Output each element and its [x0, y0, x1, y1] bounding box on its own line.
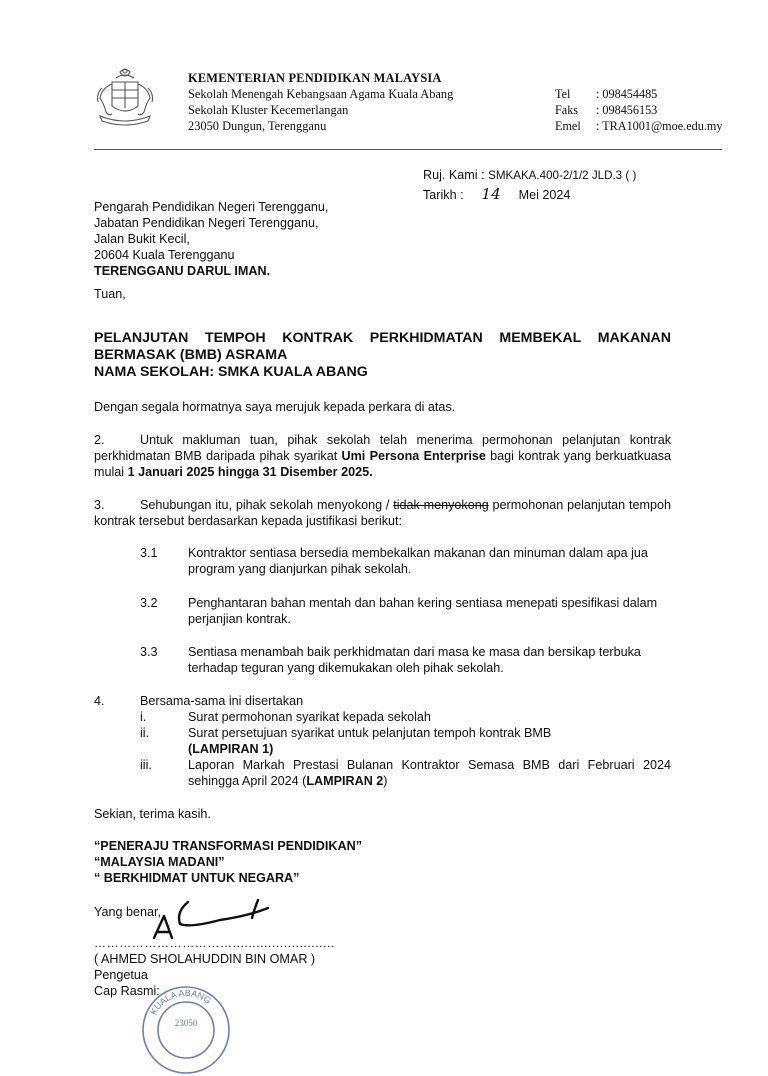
item-text: Laporan Markah Prestasi Bulanan Kontraktor Semasa BMB dari Februari 2024 sehingga April 2024 ( [188, 758, 671, 788]
subject-line-2: BERMASAK (BMB) ASRAMA [94, 347, 288, 363]
paragraph-2 [94, 432, 671, 480]
item-text-wrap [188, 757, 671, 789]
tarikh-month-year: Mei 2024 [518, 188, 571, 202]
item-number: iii. [140, 758, 152, 772]
attachment-item [140, 709, 671, 725]
header-divider [94, 149, 722, 150]
motto-line: “PENERAJU TRANSFORMASI PENDIDIKAN” [94, 839, 362, 853]
subject-line-3: NAMA SEKOLAH: SMKA KUALA ABANG [94, 364, 368, 380]
recipient-line: Jalan Bukit Kecil, [94, 232, 190, 246]
item-text: Surat permohonan syarikat kepada sekolah [188, 710, 431, 724]
paragraph-text: Untuk makluman tuan, pihak sekolah telah menerima permohonan pelanjutan kontrak perkhidmatan BMB daripada pihak syarikat [94, 433, 671, 463]
ruj-value: SMKAKA.400-2/1/2 JLD.3 ( ) [488, 169, 637, 182]
item-number: ii. [140, 726, 150, 740]
yang-benar: Yang benar, [94, 905, 161, 919]
school-address: 23050 Dungun, Terengganu [188, 119, 327, 133]
item-number: 3.1 [140, 546, 158, 560]
justification-item [140, 545, 671, 577]
item-text: Sentiasa menambah baik perkhidmatan dari masa ke masa dan bersikap terbuka terhadap teguran yang dikemukakan oleh pihak sekolah. [188, 645, 641, 675]
reference-block [423, 166, 636, 204]
item-text: Kontraktor sentiasa bersedia membekalkan makanan dan minuman dalam apa jua program yang dianjurkan pihak sekolah. [188, 546, 648, 576]
paragraph-number: 2. [94, 433, 105, 447]
paragraph-text: permohonan pelanjutan tempoh kontrak tersebut berdasarkan kepada justifikasi berikut: [94, 498, 672, 528]
letterhead-block [188, 70, 453, 134]
item-text-tail: ) [383, 774, 388, 788]
paragraph-1: Dengan segala hormatnya saya merujuk kepada perkara di atas. [94, 400, 456, 414]
motto-block [94, 838, 362, 886]
letter-subject [94, 330, 671, 381]
paragraph-3 [94, 497, 671, 529]
paragraph-4 [94, 693, 303, 709]
contact-label: Emel [555, 119, 581, 133]
contact-label: Tel [555, 87, 571, 101]
justification-item [140, 644, 671, 676]
contact-value: : 098454485 [596, 87, 658, 101]
paragraph-text: bagi kontrak yang berkuatkuasa mulai [94, 449, 672, 479]
ruj-label: Ruj. Kami : [423, 168, 485, 182]
school-cluster: Sekolah Kluster Kecemerlangan [188, 103, 349, 117]
recipient-line: 20604 Kuala Terengganu [94, 248, 235, 262]
contact-value[interactable]: : TRA1001@moe.edu.my [596, 119, 723, 133]
recipient-line: Pengarah Pendidikan Negeri Terengganu, [94, 200, 329, 214]
paragraph-text: Bersama-sama ini disertakan [140, 694, 304, 708]
struck-option: tidak menyokong [393, 498, 489, 512]
official-stamp-label: Cap Rasmi: [94, 984, 160, 998]
contact-value: : 098456153 [596, 103, 658, 117]
justification-item [140, 595, 671, 627]
paragraph-number: 3. [94, 498, 105, 512]
stamp-code: 23050 [174, 1018, 198, 1028]
salutation: Tuan, [94, 287, 126, 301]
company-name: Umi Persona Enterprise [341, 449, 486, 463]
attachment-item [140, 757, 671, 789]
signatory-title: Pengetua [94, 968, 148, 982]
paragraph-text: Sehubungan itu, pihak sekolah menyokong / [140, 498, 394, 512]
item-number: 3.3 [140, 645, 158, 659]
recipient-state: TERENGGANU DARUL IMAN. [94, 264, 271, 278]
tarikh-label: Tarikh : [423, 188, 464, 202]
malaysia-coat-of-arms-icon [92, 66, 158, 132]
contact-block [555, 86, 722, 134]
contract-period: 1 Januari 2025 hingga 31 Disember 2025. [127, 465, 373, 479]
subject-line-1: PELANJUTAN TEMPOH KONTRAK PERKHIDMATAN MEMBEKAL MAKANAN [94, 330, 671, 346]
item-text: Surat persetujuan syarikat untuk pelanjutan tempoh kontrak BMB [188, 726, 552, 740]
item-number: i. [140, 710, 147, 724]
ministry-name: KEMENTERIAN PENDIDIKAN MALAYSIA [188, 71, 442, 85]
date-line [423, 185, 636, 204]
signatory-name: ( AHMED SHOLAHUDDIN BIN OMAR ) [94, 952, 316, 966]
item-text: Penghantaran bahan mentah dan bahan kering sentiasa menepati spesifikasi dalam perjanjian kontrak. [188, 596, 658, 626]
paragraph-number: 4. [94, 694, 105, 708]
reference-line [423, 166, 636, 185]
lampiran-label: (LAMPIRAN 1) [188, 742, 274, 756]
signature-line: …………………………….......................... [94, 936, 335, 950]
lampiran-label: LAMPIRAN 2 [306, 774, 384, 788]
recipient-address [94, 199, 328, 279]
item-number: 3.2 [140, 596, 158, 610]
contact-fax [555, 102, 722, 118]
contact-tel [555, 86, 722, 102]
motto-line: “ BERKHIDMAT UNTUK NEGARA” [94, 871, 300, 885]
stamp-arc-text: KUALA ABANG [148, 987, 213, 1017]
attachment-item [140, 725, 671, 757]
closing-line: Sekian, terima kasih. [94, 807, 211, 821]
official-stamp-icon [140, 984, 232, 1076]
contact-email [555, 118, 722, 134]
contact-label: Faks [555, 103, 579, 117]
recipient-line: Jabatan Pendidikan Negeri Terengganu, [94, 216, 319, 230]
motto-line: “MALAYSIA MADANI” [94, 855, 225, 869]
tarikh-day-handwritten: 14 [481, 185, 501, 203]
item-text-wrap [188, 725, 671, 757]
school-name: Sekolah Menengah Kebangsaan Agama Kuala Abang [188, 87, 454, 101]
